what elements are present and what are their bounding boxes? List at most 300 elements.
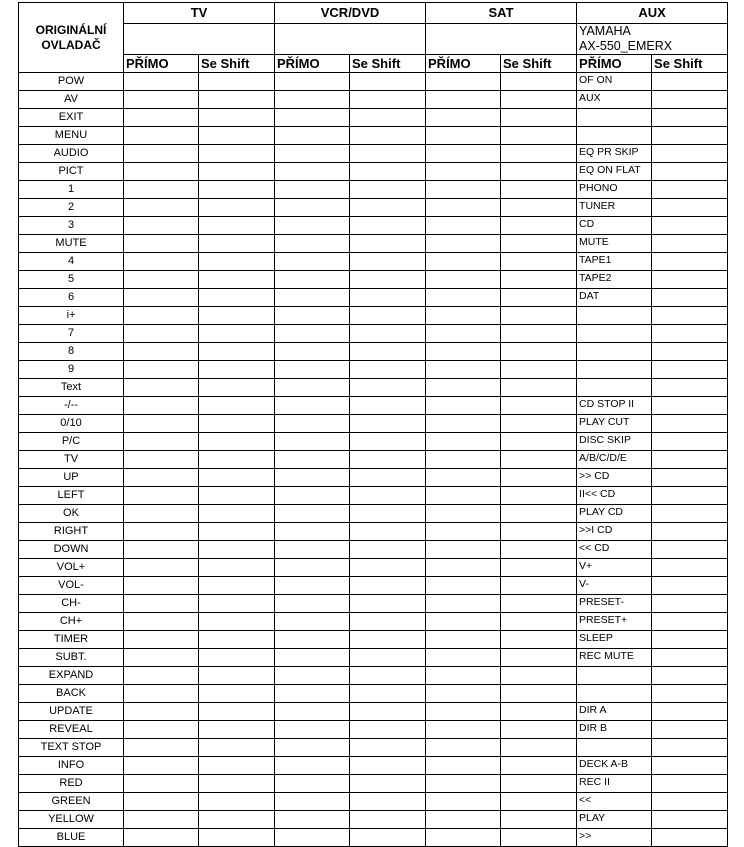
sat-shift-cell: [501, 379, 577, 397]
tv-direct-cell: [124, 739, 199, 757]
sat-shift-cell: [501, 397, 577, 415]
sat-shift-cell: [501, 253, 577, 271]
aux-model-cell: [577, 24, 728, 55]
tv-shift-cell: [199, 325, 275, 343]
tv-direct-cell: [124, 757, 199, 775]
aux-shift-cell: [652, 739, 728, 757]
device-model-row: [19, 24, 728, 55]
aux-direct-cell: REC II: [577, 775, 652, 793]
vcr-shift-cell: [350, 613, 426, 631]
tv-shift-cell: [199, 73, 275, 91]
tv-shift-cell: [199, 181, 275, 199]
table-row: [19, 253, 728, 271]
aux-direct-cell: EQ ON FLAT: [577, 163, 652, 181]
sat-direct-cell: [426, 757, 501, 775]
sat-shift-cell: [501, 181, 577, 199]
tv-shift-cell: [199, 487, 275, 505]
tv-shift-cell: [199, 307, 275, 325]
table-row: [19, 361, 728, 379]
original-key-cell: TV: [19, 451, 124, 469]
sat-direct-cell: [426, 505, 501, 523]
original-key-cell: 6: [19, 289, 124, 307]
aux-direct-cell: A/B/C/D/E: [577, 451, 652, 469]
tv-shift-cell: [199, 145, 275, 163]
aux-direct-cell: [577, 127, 652, 145]
table-row: [19, 73, 728, 91]
tv-shift-cell: [199, 703, 275, 721]
table-row: [19, 541, 728, 559]
vcr-shift-cell: [350, 343, 426, 361]
vcr-direct-cell: [275, 145, 350, 163]
original-key-cell: 8: [19, 343, 124, 361]
group-header-row: [19, 3, 728, 24]
vcr-shift-header: Se Shift: [350, 55, 426, 73]
vcr-direct-cell: [275, 577, 350, 595]
sat-direct-cell: [426, 163, 501, 181]
original-key-cell: 9: [19, 361, 124, 379]
table-row: [19, 757, 728, 775]
vcr-shift-cell: [350, 109, 426, 127]
original-key-cell: TIMER: [19, 631, 124, 649]
original-key-cell: POW: [19, 73, 124, 91]
sat-direct-cell: [426, 325, 501, 343]
aux-shift-cell: [652, 397, 728, 415]
tv-shift-cell: [199, 163, 275, 181]
vcr-direct-cell: [275, 487, 350, 505]
vcr-direct-cell: [275, 289, 350, 307]
aux-direct-cell: [577, 667, 652, 685]
sat-shift-cell: [501, 163, 577, 181]
aux-direct-cell: DISC SKIP: [577, 433, 652, 451]
vcr-direct-cell: [275, 739, 350, 757]
aux-direct-cell: DIR B: [577, 721, 652, 739]
table-row: [19, 613, 728, 631]
sat-direct-cell: [426, 433, 501, 451]
sat-direct-cell: [426, 343, 501, 361]
table-row: [19, 505, 728, 523]
vcr-direct-cell: [275, 199, 350, 217]
sat-direct-cell: [426, 667, 501, 685]
aux-direct-cell: [577, 307, 652, 325]
sat-shift-cell: [501, 793, 577, 811]
vcr-shift-cell: [350, 721, 426, 739]
vcr-shift-cell: [350, 595, 426, 613]
aux-direct-cell: REC MUTE: [577, 649, 652, 667]
aux-shift-cell: [652, 127, 728, 145]
original-key-cell: REVEAL: [19, 721, 124, 739]
table-row: [19, 271, 728, 289]
vcr-shift-cell: [350, 523, 426, 541]
table-row: [19, 523, 728, 541]
table-row: [19, 397, 728, 415]
aux-model-line1: YAMAHA: [579, 24, 631, 38]
original-key-cell: BACK: [19, 685, 124, 703]
tv-direct-cell: [124, 253, 199, 271]
group-vcr-dvd: VCR/DVD: [275, 3, 426, 24]
tv-direct-cell: [124, 73, 199, 91]
tv-direct-cell: [124, 829, 199, 847]
original-key-cell: UPDATE: [19, 703, 124, 721]
tv-shift-cell: [199, 253, 275, 271]
vcr-shift-cell: [350, 829, 426, 847]
tv-shift-cell: [199, 127, 275, 145]
tv-direct-cell: [124, 289, 199, 307]
sat-shift-cell: [501, 703, 577, 721]
vcr-direct-header: PŘÍMO: [275, 55, 350, 73]
aux-direct-cell: [577, 739, 652, 757]
sat-shift-cell: [501, 451, 577, 469]
tv-shift-cell: [199, 217, 275, 235]
sat-direct-cell: [426, 361, 501, 379]
vcr-shift-cell: [350, 577, 426, 595]
vcr-direct-cell: [275, 91, 350, 109]
table-row: [19, 109, 728, 127]
tv-shift-cell: [199, 685, 275, 703]
tv-direct-cell: [124, 523, 199, 541]
sat-shift-cell: [501, 667, 577, 685]
table-row: [19, 577, 728, 595]
vcr-shift-cell: [350, 271, 426, 289]
vcr-shift-cell: [350, 757, 426, 775]
table-row: [19, 685, 728, 703]
sat-direct-cell: [426, 469, 501, 487]
sat-shift-cell: [501, 721, 577, 739]
vcr-direct-cell: [275, 217, 350, 235]
tv-shift-cell: [199, 613, 275, 631]
vcr-shift-cell: [350, 415, 426, 433]
sat-shift-cell: [501, 523, 577, 541]
tv-shift-cell: [199, 631, 275, 649]
tv-shift-cell: [199, 595, 275, 613]
original-key-cell: INFO: [19, 757, 124, 775]
aux-shift-cell: [652, 469, 728, 487]
table-row: [19, 289, 728, 307]
table-row: [19, 145, 728, 163]
vcr-direct-cell: [275, 415, 350, 433]
table-row: [19, 811, 728, 829]
tv-direct-cell: [124, 307, 199, 325]
sat-direct-cell: [426, 91, 501, 109]
aux-direct-cell: [577, 343, 652, 361]
sat-direct-cell: [426, 145, 501, 163]
sat-shift-cell: [501, 559, 577, 577]
table-row: [19, 325, 728, 343]
sat-shift-cell: [501, 649, 577, 667]
aux-shift-header: Se Shift: [652, 55, 728, 73]
sat-shift-cell: [501, 469, 577, 487]
aux-shift-cell: [652, 109, 728, 127]
sat-shift-cell: [501, 829, 577, 847]
tv-direct-cell: [124, 181, 199, 199]
vcr-direct-cell: [275, 109, 350, 127]
vcr-shift-cell: [350, 289, 426, 307]
tv-shift-cell: [199, 793, 275, 811]
tv-shift-cell: [199, 523, 275, 541]
vcr-shift-cell: [350, 379, 426, 397]
tv-shift-cell: [199, 541, 275, 559]
aux-shift-cell: [652, 793, 728, 811]
sat-shift-cell: [501, 415, 577, 433]
aux-shift-cell: [652, 307, 728, 325]
vcr-shift-cell: [350, 487, 426, 505]
table-row: [19, 793, 728, 811]
vcr-direct-cell: [275, 667, 350, 685]
sat-direct-cell: [426, 721, 501, 739]
original-key-cell: 2: [19, 199, 124, 217]
aux-direct-cell: CD STOP II: [577, 397, 652, 415]
table-row: [19, 199, 728, 217]
sat-shift-cell: [501, 235, 577, 253]
table-row: [19, 127, 728, 145]
original-key-cell: PICT: [19, 163, 124, 181]
aux-shift-cell: [652, 361, 728, 379]
vcr-direct-cell: [275, 379, 350, 397]
sat-direct-cell: [426, 217, 501, 235]
vcr-direct-cell: [275, 253, 350, 271]
vcr-shift-cell: [350, 793, 426, 811]
group-tv: TV: [124, 3, 275, 24]
tv-direct-cell: [124, 631, 199, 649]
vcr-direct-cell: [275, 721, 350, 739]
aux-shift-cell: [652, 91, 728, 109]
original-key-cell: VOL+: [19, 559, 124, 577]
sat-shift-cell: [501, 73, 577, 91]
sat-shift-cell: [501, 361, 577, 379]
tv-shift-cell: [199, 505, 275, 523]
table-row: [19, 829, 728, 847]
aux-direct-cell: << CD: [577, 541, 652, 559]
aux-model-line2: AX-550_EMERX: [579, 39, 673, 53]
tv-direct-cell: [124, 109, 199, 127]
original-key-cell: P/C: [19, 433, 124, 451]
original-key-cell: 4: [19, 253, 124, 271]
aux-shift-cell: [652, 73, 728, 91]
group-sat: SAT: [426, 3, 577, 24]
sat-shift-cell: [501, 343, 577, 361]
table-row: [19, 487, 728, 505]
vcr-shift-cell: [350, 451, 426, 469]
tv-direct-cell: [124, 217, 199, 235]
tv-shift-cell: [199, 415, 275, 433]
original-key-cell: TEXT STOP: [19, 739, 124, 757]
aux-direct-cell: SLEEP: [577, 631, 652, 649]
tv-direct-cell: [124, 469, 199, 487]
original-key-cell: MUTE: [19, 235, 124, 253]
vcr-shift-cell: [350, 541, 426, 559]
sat-shift-cell: [501, 145, 577, 163]
aux-shift-cell: [652, 487, 728, 505]
tv-direct-cell: [124, 325, 199, 343]
aux-shift-cell: [652, 325, 728, 343]
sat-direct-cell: [426, 577, 501, 595]
original-key-cell: 3: [19, 217, 124, 235]
sat-direct-cell: [426, 811, 501, 829]
tv-direct-cell: [124, 811, 199, 829]
tv-direct-cell: [124, 667, 199, 685]
sat-shift-cell: [501, 541, 577, 559]
tv-direct-cell: [124, 397, 199, 415]
sat-shift-cell: [501, 613, 577, 631]
vcr-shift-cell: [350, 217, 426, 235]
table-row: [19, 703, 728, 721]
tv-direct-cell: [124, 595, 199, 613]
tv-direct-cell: [124, 415, 199, 433]
vcr-shift-cell: [350, 91, 426, 109]
original-key-cell: BLUE: [19, 829, 124, 847]
table-row: [19, 721, 728, 739]
vcr-direct-cell: [275, 271, 350, 289]
original-label-line1: ORIGINÁLNÍ: [35, 22, 107, 37]
aux-direct-cell: PHONO: [577, 181, 652, 199]
aux-shift-cell: [652, 415, 728, 433]
aux-shift-cell: [652, 289, 728, 307]
aux-direct-cell: CD: [577, 217, 652, 235]
aux-direct-cell: PLAY CD: [577, 505, 652, 523]
vcr-direct-cell: [275, 685, 350, 703]
table-row: [19, 307, 728, 325]
aux-direct-cell: OF ON: [577, 73, 652, 91]
sat-direct-cell: [426, 793, 501, 811]
sat-shift-cell: [501, 739, 577, 757]
sat-direct-cell: [426, 829, 501, 847]
aux-shift-cell: [652, 271, 728, 289]
vcr-direct-cell: [275, 811, 350, 829]
original-key-cell: AV: [19, 91, 124, 109]
sat-shift-cell: [501, 757, 577, 775]
aux-shift-cell: [652, 649, 728, 667]
tv-direct-cell: [124, 721, 199, 739]
table-row: [19, 235, 728, 253]
vcr-direct-cell: [275, 307, 350, 325]
table-row: [19, 595, 728, 613]
original-key-cell: MENU: [19, 127, 124, 145]
vcr-direct-cell: [275, 397, 350, 415]
aux-direct-cell: >>I CD: [577, 523, 652, 541]
vcr-direct-cell: [275, 451, 350, 469]
vcr-shift-cell: [350, 739, 426, 757]
sat-direct-cell: [426, 307, 501, 325]
tv-shift-cell: [199, 109, 275, 127]
sat-shift-cell: [501, 433, 577, 451]
vcr-shift-cell: [350, 325, 426, 343]
tv-direct-cell: [124, 145, 199, 163]
tv-direct-cell: [124, 487, 199, 505]
vcr-direct-cell: [275, 541, 350, 559]
sat-direct-cell: [426, 595, 501, 613]
aux-shift-cell: [652, 433, 728, 451]
tv-direct-cell: [124, 577, 199, 595]
sat-direct-cell: [426, 397, 501, 415]
table-row: [19, 343, 728, 361]
original-key-cell: -/--: [19, 397, 124, 415]
vcr-direct-cell: [275, 703, 350, 721]
vcr-direct-cell: [275, 361, 350, 379]
aux-shift-cell: [652, 685, 728, 703]
tv-shift-cell: [199, 91, 275, 109]
table-row: [19, 739, 728, 757]
vcr-direct-cell: [275, 775, 350, 793]
table-row: [19, 631, 728, 649]
sat-direct-cell: [426, 613, 501, 631]
tv-shift-cell: [199, 271, 275, 289]
aux-direct-cell: [577, 109, 652, 127]
original-key-cell: CH-: [19, 595, 124, 613]
original-key-cell: UP: [19, 469, 124, 487]
vcr-shift-cell: [350, 361, 426, 379]
aux-shift-cell: [652, 199, 728, 217]
sat-direct-cell: [426, 451, 501, 469]
aux-shift-cell: [652, 775, 728, 793]
sat-direct-cell: [426, 271, 501, 289]
tv-direct-header: PŘÍMO: [124, 55, 199, 73]
aux-shift-cell: [652, 181, 728, 199]
original-key-cell: 0/10: [19, 415, 124, 433]
tv-direct-cell: [124, 541, 199, 559]
vcr-shift-cell: [350, 559, 426, 577]
tv-shift-cell: [199, 577, 275, 595]
aux-shift-cell: [652, 559, 728, 577]
tv-shift-cell: [199, 739, 275, 757]
vcr-direct-cell: [275, 595, 350, 613]
vcr-shift-cell: [350, 505, 426, 523]
original-key-cell: RED: [19, 775, 124, 793]
aux-shift-cell: [652, 829, 728, 847]
vcr-shift-cell: [350, 253, 426, 271]
sat-direct-cell: [426, 775, 501, 793]
aux-direct-cell: TAPE2: [577, 271, 652, 289]
sat-direct-cell: [426, 739, 501, 757]
sat-shift-cell: [501, 775, 577, 793]
vcr-direct-cell: [275, 829, 350, 847]
aux-shift-cell: [652, 577, 728, 595]
table-row: [19, 379, 728, 397]
vcr-direct-cell: [275, 163, 350, 181]
tv-direct-cell: [124, 361, 199, 379]
tv-direct-cell: [124, 235, 199, 253]
vcr-shift-cell: [350, 163, 426, 181]
sat-shift-cell: [501, 811, 577, 829]
aux-shift-cell: [652, 343, 728, 361]
vcr-direct-cell: [275, 433, 350, 451]
aux-direct-cell: EQ PR SKIP: [577, 145, 652, 163]
tv-direct-cell: [124, 649, 199, 667]
vcr-direct-cell: [275, 127, 350, 145]
sat-shift-cell: [501, 91, 577, 109]
original-remote-header: [19, 3, 124, 73]
aux-direct-cell: PLAY: [577, 811, 652, 829]
aux-direct-cell: AUX: [577, 91, 652, 109]
tv-shift-cell: [199, 469, 275, 487]
vcr-direct-cell: [275, 181, 350, 199]
tv-direct-cell: [124, 793, 199, 811]
sat-direct-cell: [426, 109, 501, 127]
aux-shift-cell: [652, 613, 728, 631]
sat-direct-cell: [426, 703, 501, 721]
vcr-direct-cell: [275, 343, 350, 361]
aux-direct-cell: PRESET+: [577, 613, 652, 631]
sat-direct-cell: [426, 559, 501, 577]
sat-shift-cell: [501, 685, 577, 703]
original-key-cell: OK: [19, 505, 124, 523]
sat-model-cell: [426, 24, 577, 55]
sat-direct-cell: [426, 127, 501, 145]
aux-shift-cell: [652, 595, 728, 613]
tv-model-cell: [124, 24, 275, 55]
sat-direct-cell: [426, 235, 501, 253]
sat-direct-cell: [426, 181, 501, 199]
tv-direct-cell: [124, 271, 199, 289]
sat-direct-cell: [426, 73, 501, 91]
